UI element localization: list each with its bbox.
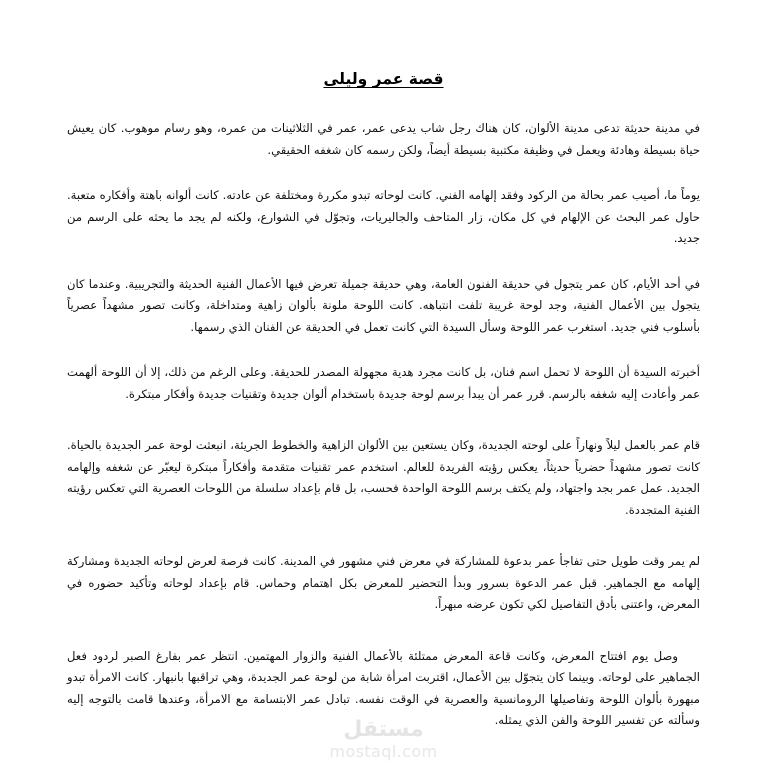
paragraph-3: في أحد الأيام، كان عمر يتجول في حديقة الفنون العامة، وهي حديقة جميلة تعرض فيها الأعمال الفنية الحديثة والتجريبية. وعندما كان يتجول بين الأعمال الفنية، وجد لوحة غريبة تلفت انتباهه. كانت اللوحة ملونة بألوان زاهية ومتداخلة، وكانت تصور مشهداً عصرياً بأسلوب فني جديد. استغرب عمر اللوحة وسأل السيدة التي كانت تعمل في الحديقة عن الفنان الذي رسمها. <box>67 276 700 334</box>
paragraph-6: لم يمر وقت طويل حتى تفاجأ عمر بدعوة للمشاركة في معرض فني مشهور في المدينة. كانت فرصة لعرض لوحاته الجديدة ومشاركة إلهامه مع الجماهير. قبل عمر الدعوة بسرور وبدأ التحضير للمعرض بكل اهتمام وحماس. قام بإعداد لوحاته وتأكيد حضوره في المعرض، واعتنى بأدق التفاصيل لكي تكون عرضه مبهراً. <box>67 554 700 611</box>
paragraph-1: في مدينة حديثة تدعى مدينة الألوان، كان هناك رجل شاب يدعى عمر، عمر في الثلاثينات من عمره، وهو رسام موهوب. كان يعيش حياة بسيطة وهادئة ويعمل في وظيفة مكتبية بسيطة أيضاً، ولكن رسمه كان شغفه الحقيقي. <box>67 121 700 157</box>
paragraph-4: أخبرته السيدة أن اللوحة لا تحمل اسم فنان، بل كانت مجرد هدية مجهولة المصدر للحديقة. وعلى الرغم من ذلك، إلا أن اللوحة ألهمت عمر وأعادت إليه شغفه بالرسم. قرر عمر أن يبدأ برسم لوحة جديدة باستخدام ألوان جديدة وتقنيات جديدة وأفكار مبتكرة. <box>67 365 700 401</box>
document-body <box>67 118 700 732</box>
page-title: قصة عمر وليلى <box>323 70 444 89</box>
watermark-arabic-text: مستقل <box>343 717 424 742</box>
paragraph-2: يوماً ما، أصيب عمر بحالة من الركود وفقد إلهامه الفني. كانت لوحاته تبدو مكررة ومختلفة عن عادته. كانت ألوانه باهتة وأفكاره متعبة. حاول عمر البحث عن الإلهام في كل مكان، زار المتاحف والجاليريات، وتجوّل في الشوارع، ولكنه لم يجد ما يحثه على الرسم من جديد. <box>67 188 700 245</box>
paragraph-7: وصل يوم افتتاح المعرض، وكانت قاعة المعرض ممتلئة بالأعمال الفنية والزوار المهتمين. انتظر عمر بفارغ الصبر لردود فعل الجماهير على لوحاته. وبينما كان يتجوّل بين الأعمال، اقتربت امرأة شابة من لوحة عمر الجديدة، وهي تراقبها بانبهار. كانت الامرأة تبدو مبهورة بألوان اللوحة وتفاصيلها الرومانسية والعصرية في الوقت نفسه. تبادل عمر الابتسامة مع الامرأة، وعندها قامت بالتوجه إليه وسألته عن تفسير اللوحة والفن الذي يمثله. <box>67 648 700 727</box>
watermark-latin-text: mostaql.com <box>329 742 438 761</box>
paragraph-5: قام عمر بالعمل ليلاً ونهاراً على لوحته الجديدة، وكان يستعين بين الألوان الزاهية والخطوط الجريئة، انبعثت لوحة عمر الجديدة بالحياة. كانت تصور مشهداً حضرياً حديثاً، يعكس رؤيته الفريدة للعالم. استخدم عمر تقنيات متقدمة وأفكاراً مبتكرة ليعبّر عن شغفه وإلهامه الجديد. عمل عمر بجد واجتهاد، ولم يكتف برسم اللوحة الواحدة فحسب، بل قام بإعداد سلسلة من اللوحات العصرية التي تعكس رؤيته الفنية المتجددة. <box>67 438 700 517</box>
